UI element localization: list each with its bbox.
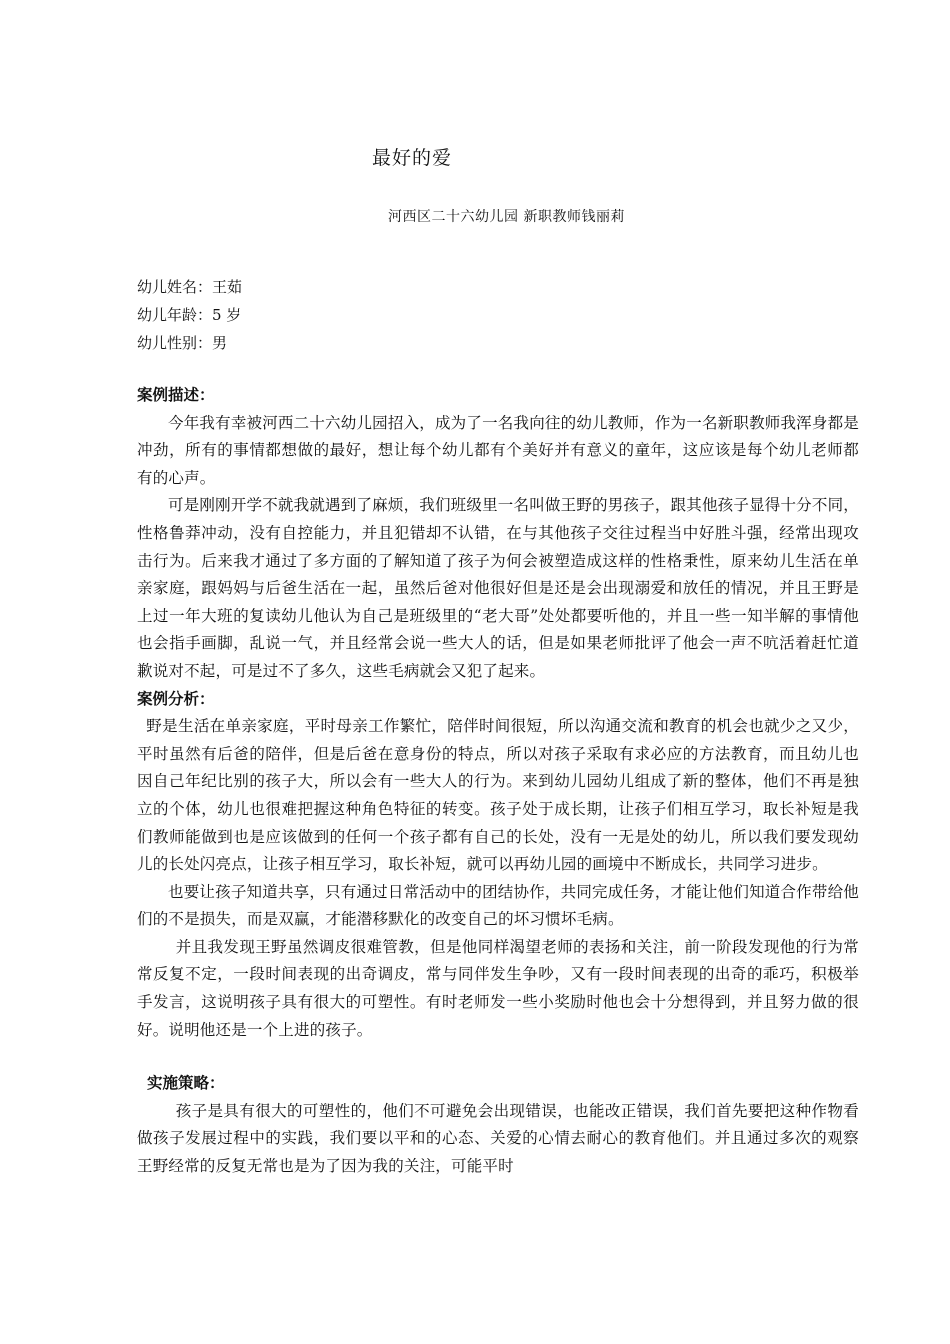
- child-gender: 幼儿性别：男: [137, 334, 228, 352]
- child-name: 幼儿姓名：王茹: [137, 278, 243, 296]
- analysis-paragraph: 野是生活在单亲家庭，平时母亲工作繁忙，陪伴时间很短，所以沟通交流和教育的机会也就少之又少，平时虽然有后爸的陪伴，但是后爸在意身份的特点，所以对孩子采取有求必应的方法教育，而且幼儿也因自己年纪比别的孩子大，所以会有一些大人的行为。来到幼儿园幼儿组成了新的整体，他们不再是独立的个体，幼儿也很难把握这种角色特征的转变。孩子处于成长期，让孩子们相互学习，取长补短是我们教师能做到也是应该做到的任何一个孩子都有自己的长处，没有一无是处的幼儿，所以我们要发现幼儿的长处闪亮点，让孩子相互学习，取长补短，就可以再幼儿园的画境中不断成长，共同学习进步。: [137, 717, 859, 874]
- analysis-paragraph: 并且我发现王野虽然调皮很难管教，但是他同样渴望老师的表扬和关注，前一阶段发现他的行为常常反复不定，一段时间表现的出奇调皮，常与同伴发生争吵，又有一段时间表现的出奇的乖巧，积极举手发言，这说明孩子具有很大的可塑性。有时老师发一些小奖励时他也会十分想得到，并且努力做的很好。说明他还是一个上进的孩子。: [137, 937, 859, 1039]
- document-body: [137, 382, 859, 1181]
- strategy-paragraph: 孩子是具有很大的可塑性的，他们不可避免会出现错误，也能改正错误，我们首先要把这种作物看做孩子发展过程中的实践，我们要以平和的心态、关爱的心情去耐心的教育他们。并且通过多次的观察王野经常的反复无常也是为了因为我的关注，可能平时: [137, 1101, 859, 1176]
- description-paragraph: 今年我有幸被河西二十六幼儿园招入，成为了一名我向往的幼儿教师，作为一名新职教师我浑身都是冲劲，所有的事情都想做的最好，想让每个幼儿都有个美好并有意义的童年，这应该是每个幼儿老师都有的心声。: [137, 413, 859, 487]
- section-heading-description: 案例描述：: [137, 386, 215, 404]
- child-info-block: [137, 273, 242, 357]
- section-heading-analysis: 案例分析：: [137, 689, 215, 708]
- description-paragraph: 可是刚刚开学不就我就遇到了麻烦，我们班级里一名叫做王野的男孩子，跟其他孩子显得十分不同，性格鲁莽冲动，没有自控能力，并且犯错却不认错，在与其他孩子交往过程当中好胜斗强，经常出现攻击行为。后来我才通过了多方面的了解知道了孩子为何会被塑造成这样的性格秉性，原来幼儿生活在单亲家庭，跟妈妈与后爸生活在一起，虽然后爸对他很好但是还是会出现溺爱和放任的情况，并且王野是上过一年大班的复读幼儿他认为自己是班级里的“老大哥”处处都要听他的，并且一些一知半解的事情他也会指手画脚，乱说一气，并且经常会说一些大人的话，但是如果老师批评了他会一声不吭活着赶忙道歉说对不起，可是过不了多久，这些毛病就会又犯了起来。: [137, 496, 859, 680]
- section-heading-strategy: 实施策略：: [147, 1074, 225, 1093]
- child-age: 幼儿年龄：5 岁: [137, 306, 242, 324]
- document-title: 最好的爱: [372, 147, 453, 169]
- section-spacer: [137, 1044, 859, 1070]
- author-line: 河西区二十六幼儿园 新职教师钱丽莉: [388, 209, 625, 225]
- analysis-paragraph: 也要让孩子知道共享，只有通过日常活动中的团结协作，共同完成任务，才能让他们知道合作带给他们的不是损失，而是双赢，才能潜移默化的改变自己的坏习惯坏毛病。: [137, 882, 859, 929]
